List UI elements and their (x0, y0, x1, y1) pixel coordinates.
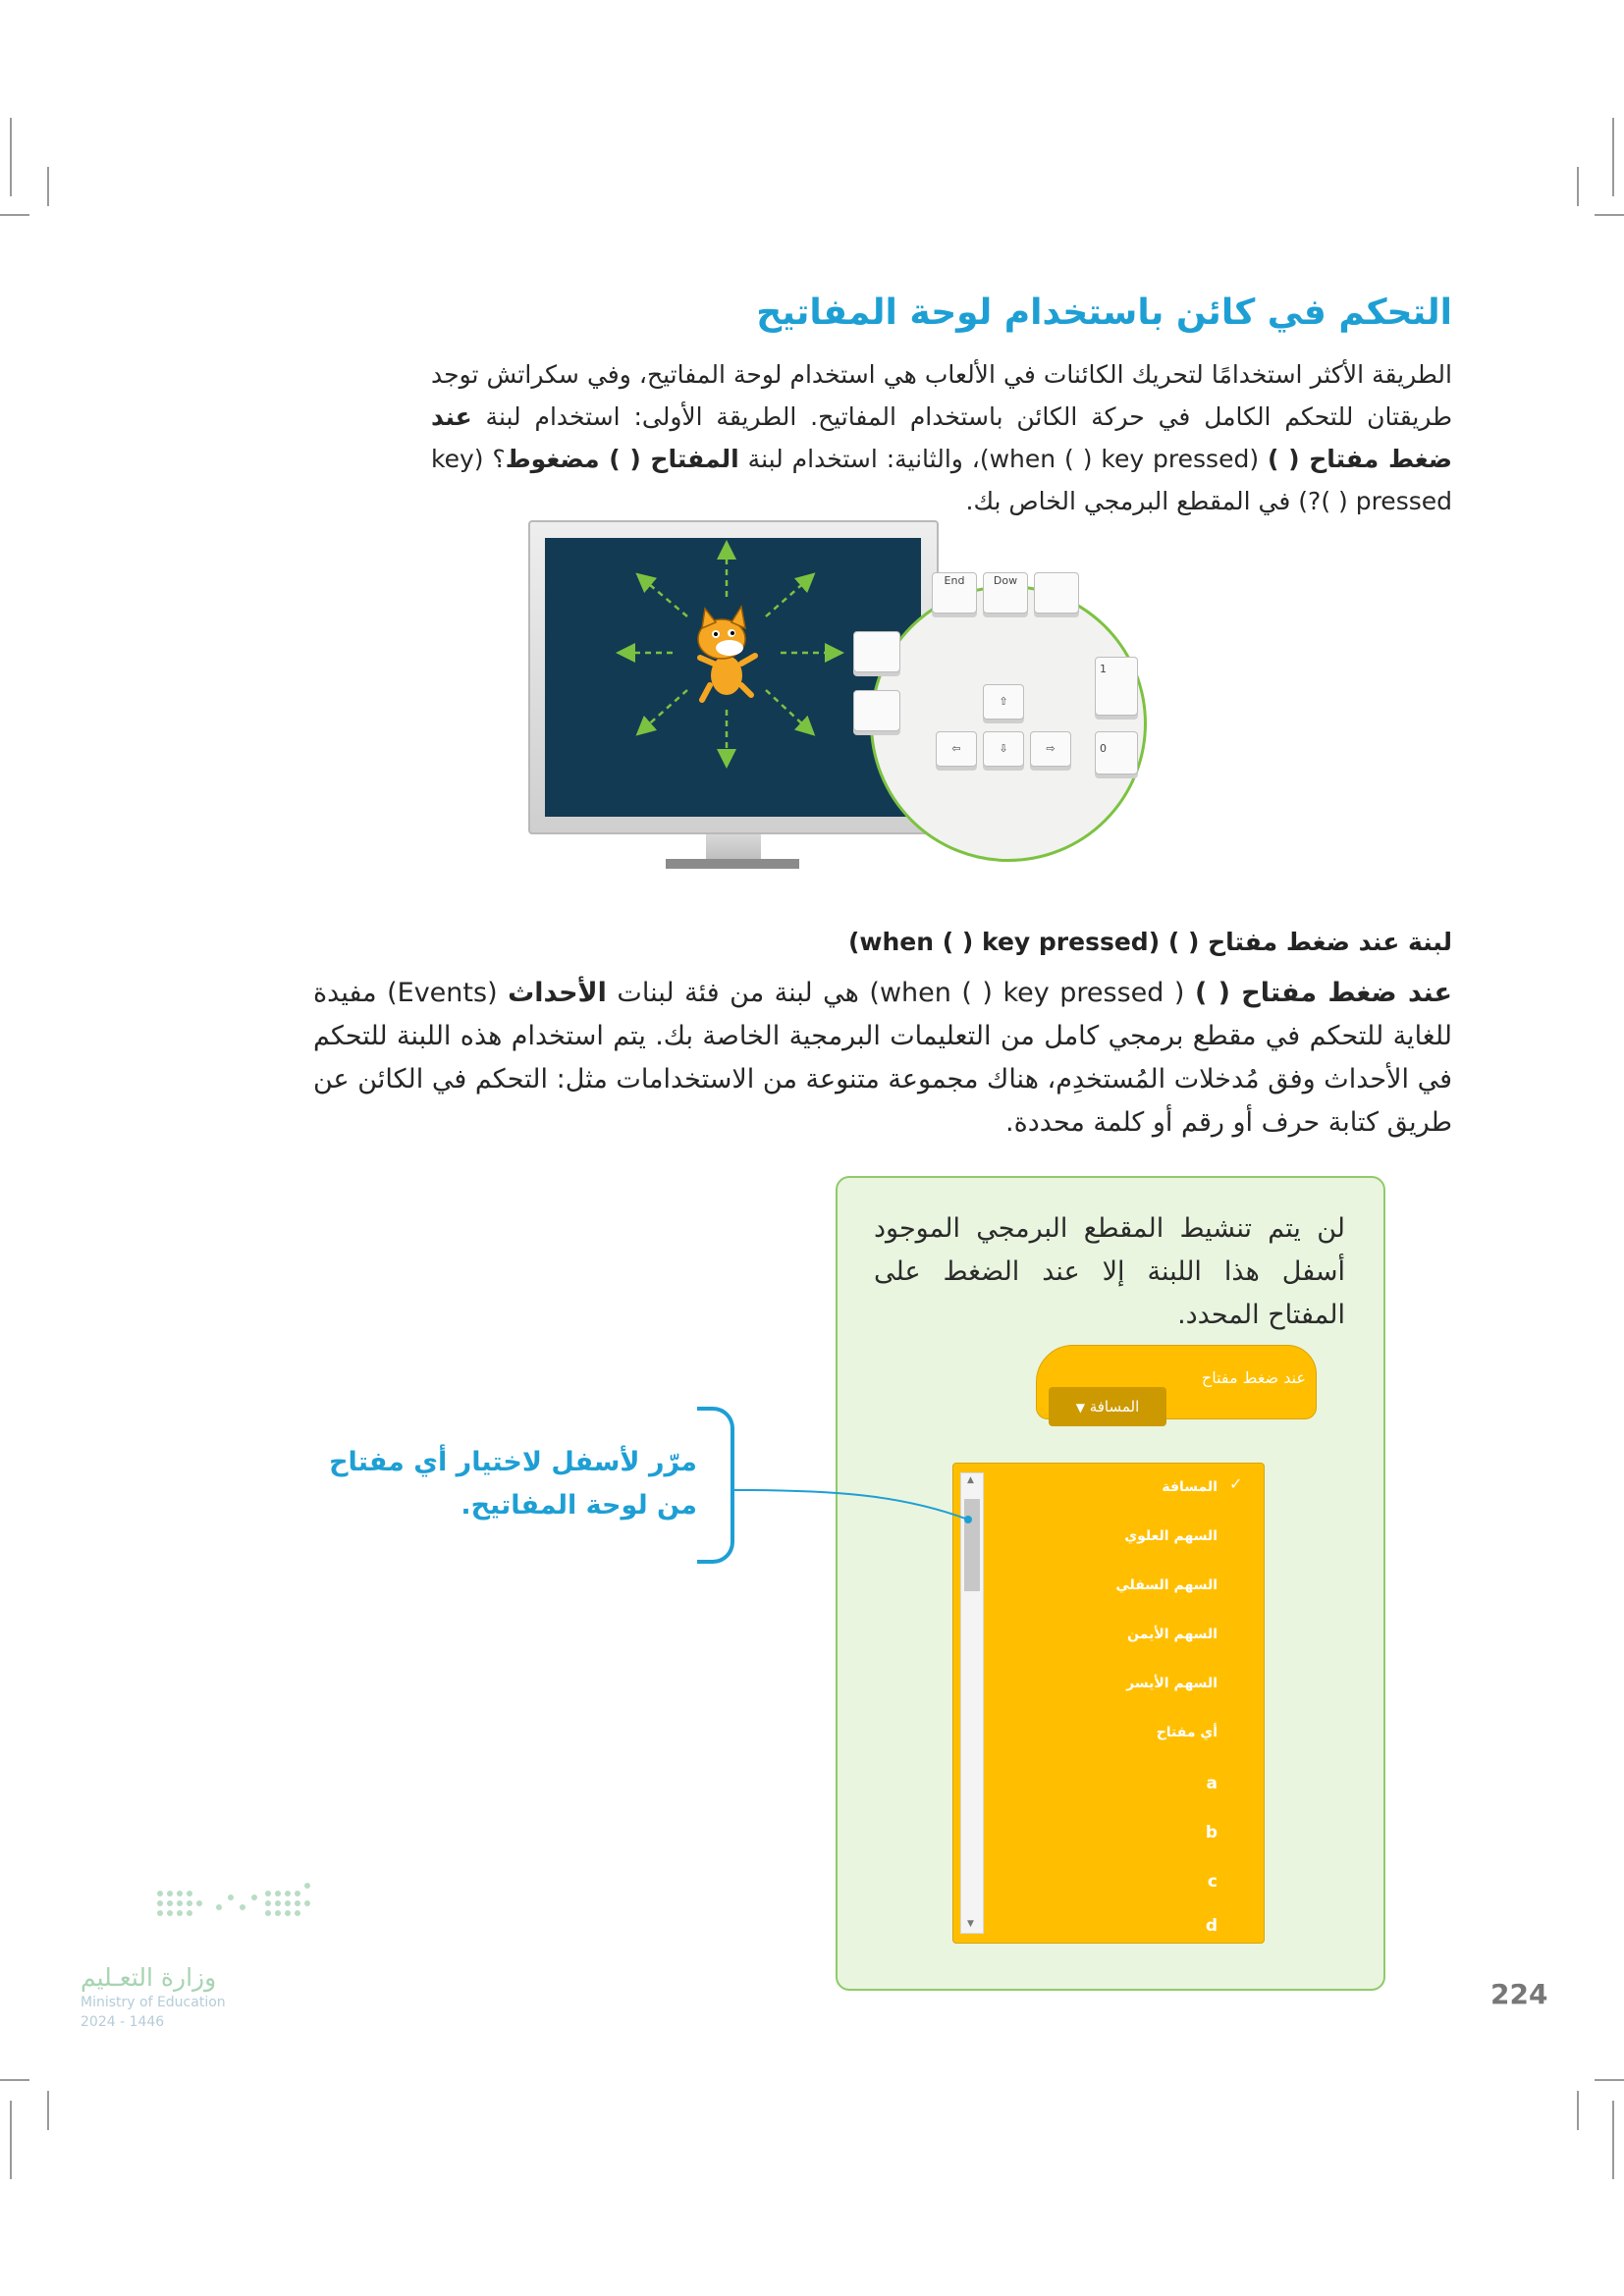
ministry-logo-dots (157, 1883, 324, 1922)
crop-mark (1577, 2091, 1579, 2130)
left-arrow-key (936, 731, 977, 767)
block-label: عند ضغط مفتاح (1201, 1368, 1306, 1387)
key-label: 1 (1100, 663, 1107, 675)
stage-screen (545, 538, 921, 817)
page-number: 224 (1490, 1978, 1548, 2010)
keyboard-closeup (870, 574, 1147, 862)
key-label: ⇨ (1046, 742, 1056, 755)
numpad-1-key (1095, 657, 1138, 716)
crop-mark (10, 118, 12, 196)
dropdown-value: المسافة (1089, 1398, 1140, 1415)
dropdown-option[interactable]: المسافة (1162, 1479, 1218, 1495)
crop-mark (1612, 118, 1614, 196)
intro-run: (when ( ) key pressed)، والثانية: استخدام لبنة (738, 445, 1268, 473)
crop-mark (1612, 2101, 1614, 2179)
ministry-name-english: Ministry of Education (81, 1995, 226, 2010)
callout-connector (732, 1482, 978, 1531)
dropdown-option[interactable]: السهم العلوي (1124, 1528, 1218, 1544)
ministry-year: 2024 - 1446 (81, 2014, 165, 2030)
intro-paragraph (431, 353, 1452, 522)
dropdown-option[interactable]: السهم الأيسر (1126, 1676, 1218, 1691)
intro-run: الطريقة الأكثر استخدامًا لتحريك الكائنات في الألعاب هي استخدام لوحة المفاتيح، وفي سكراتش توجد طريقتان للتحكم الكامل في حركة الكائن باستخدام المفاتيح. الطريقة الأولى: استخدام لبنة (431, 360, 1452, 431)
crop-mark (47, 2091, 49, 2130)
monitor-base (666, 859, 799, 869)
crop-mark (1595, 2079, 1624, 2081)
chevron-down-icon: ▼ (1075, 1401, 1085, 1415)
subsection-paragraph (313, 972, 1452, 1145)
crop-mark (10, 2101, 12, 2179)
key-label: Dow (993, 574, 1018, 587)
movement-arrows-icon (545, 538, 921, 817)
down-arrow-key (983, 731, 1024, 767)
crop-mark (1577, 167, 1579, 206)
key (853, 690, 900, 731)
crop-mark (47, 167, 49, 206)
ministry-name-arabic: وزارة التعـليم (81, 1963, 217, 1992)
scroll-down-icon[interactable]: ▼ (967, 1919, 974, 1929)
dropdown-option[interactable]: d (1205, 1916, 1218, 1936)
dropdown-option[interactable]: a (1206, 1774, 1218, 1793)
down-key (983, 572, 1028, 614)
key-label: End (944, 574, 965, 587)
key-label: ⇩ (999, 742, 1008, 755)
intro-bold-run: عند ضغط مفتاح ( ) (431, 402, 1452, 473)
crop-mark (0, 214, 29, 216)
key-dropdown[interactable] (1049, 1387, 1166, 1426)
key-label: ⇧ (999, 695, 1008, 708)
callout-text: مرّر لأسفل لاختيار أي مفتاح من لوحة المفاتيح. (329, 1447, 697, 1521)
key (1034, 572, 1079, 614)
scroll-up-icon[interactable]: ▲ (967, 1475, 974, 1485)
intro-bold-run: المفتاح ( ) مضغوط (505, 445, 739, 473)
body-bold-run: الأحداث (508, 978, 607, 1008)
dropdown-option[interactable]: c (1207, 1872, 1218, 1892)
dropdown-option[interactable]: السهم السفلي (1115, 1577, 1218, 1593)
body-run: (Events) مفيدة للغاية للتحكم في مقطع برمجي كامل من التعليمات البرمجية الخاصة بك. يتم استخدام هذه اللبنة للتحكم في الأحداث وفق مُدخلات المُستخدِم، هناك مجموعة متنوعة من الاستخدامات مثل: التحكم في الكائن عن طريق كتابة حرف أو رقم أو كلمة محددة. (313, 978, 1452, 1138)
dropdown-option[interactable]: السهم الأيمن (1127, 1627, 1218, 1642)
note-text: لن يتم تنشيط المقطع البرمجي الموجود أسفل هذا اللبنة إلا عند الضغط على المفتاح المحدد. (874, 1213, 1345, 1330)
right-arrow-key (1030, 731, 1071, 767)
key-label: ⇦ (951, 742, 961, 755)
scratch-cat-icon (698, 607, 755, 700)
subsection-heading: لبنة عند ضغط مفتاح ( ) (when ( ) key pressed) (847, 928, 1452, 956)
numpad-0-key (1095, 731, 1138, 774)
key-label: 0 (1100, 742, 1107, 755)
callout-bracket (697, 1407, 734, 1564)
end-key (932, 572, 977, 614)
check-icon: ✓ (1229, 1474, 1243, 1493)
dropdown-option[interactable]: b (1205, 1823, 1218, 1842)
section-title: التحكم في كائن باستخدام لوحة المفاتيح (756, 293, 1452, 333)
crop-mark (1595, 214, 1624, 216)
dropdown-option[interactable]: أي مفتاح (1156, 1725, 1218, 1740)
crop-mark (0, 2079, 29, 2081)
body-run: ( when ( ) key pressed) هي لبنة من فئة لبنات (606, 978, 1195, 1008)
up-arrow-key (983, 684, 1024, 720)
body-bold-run: عند ضغط مفتاح ( ) (1194, 978, 1453, 1008)
monitor-stand (706, 834, 761, 862)
key (853, 631, 900, 672)
intro-run: ؟ (key ( ) pressed?) في المقطع البرمجي الخاص بك. (431, 445, 1452, 515)
